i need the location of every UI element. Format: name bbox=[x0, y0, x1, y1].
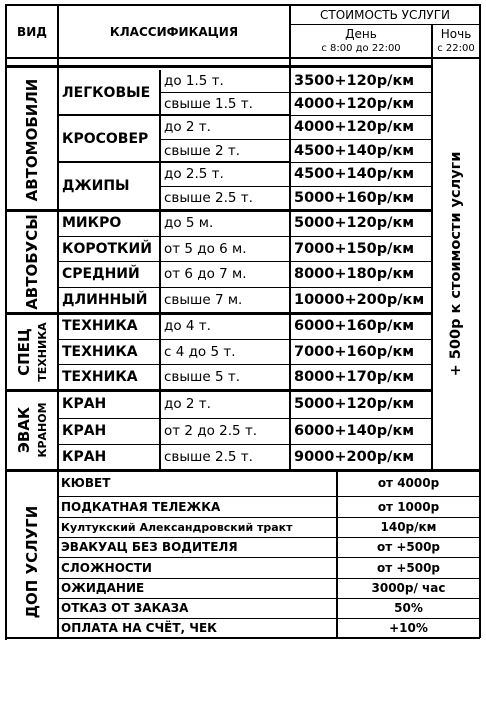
extra-price: +10% bbox=[389, 621, 428, 635]
header-vid: ВИД bbox=[17, 25, 47, 39]
crane-kind: КРАН bbox=[62, 449, 107, 465]
extra-price: от +500р bbox=[376, 560, 441, 575]
bus-weight: от 5 до 6 м. bbox=[164, 240, 247, 257]
bus-weight: от 6 до 7 м. bbox=[164, 266, 247, 282]
spec-kind: ТЕХНИКА bbox=[62, 369, 138, 385]
extra-name: СЛОЖНОСТИ bbox=[61, 560, 152, 575]
spec-weight: свыше 5 т. bbox=[164, 369, 241, 385]
auto-kind-1: КРОСОВЕР bbox=[62, 130, 149, 147]
bus-price: 8000+180р/км bbox=[294, 266, 415, 282]
bus-kind: КОРОТКИЙ bbox=[62, 240, 152, 257]
auto-price: 4500+140р/км bbox=[294, 142, 415, 159]
bus-weight: до 5 м. bbox=[164, 215, 214, 231]
spec-weight: с 4 до 5 т. bbox=[164, 343, 236, 360]
crane-price: 6000+140р/км bbox=[294, 423, 415, 439]
extra-name: ОПЛАТА НА СЧЁТ, ЧЕК bbox=[61, 621, 217, 635]
crane-price: 9000+200р/км bbox=[294, 449, 415, 465]
extra-name: Култукский Александровский тракт bbox=[61, 520, 293, 534]
group-spec-1: СПЕЦ bbox=[15, 327, 33, 376]
extra-price: от 1000р bbox=[377, 499, 440, 514]
group-auto: АВТОМОБИЛИ bbox=[23, 78, 41, 202]
group-bus: АВТОБУСЫ bbox=[23, 213, 41, 310]
bus-kind: СРЕДНИЙ bbox=[62, 266, 140, 282]
header-day-label: День bbox=[345, 27, 377, 41]
extra-name: ОЖИДАНИЕ bbox=[61, 581, 145, 595]
extra-name: КЮВЕТ bbox=[61, 476, 111, 490]
crane-weight: от 2 до 2.5 т. bbox=[164, 423, 258, 439]
bus-price: 5000+120р/км bbox=[294, 215, 415, 231]
auto-weight: до 1.5 т. bbox=[164, 73, 224, 89]
spec-price: 8000+170р/км bbox=[294, 369, 415, 385]
auto-price: 5000+160р/км bbox=[294, 190, 415, 206]
bus-weight: свыше 7 м. bbox=[164, 292, 243, 308]
auto-weight: свыше 2.5 т. bbox=[164, 190, 253, 206]
auto-price: 3500+120р/км bbox=[294, 73, 415, 89]
extra-price: от 4000р bbox=[377, 476, 440, 490]
auto-price: 4000+120р/км bbox=[294, 95, 415, 112]
extra-price: 3000р/ час bbox=[371, 581, 446, 595]
extra-name: ОТКАЗ ОТ ЗАКАЗА bbox=[61, 601, 189, 615]
auto-weight: до 2.5 т. bbox=[164, 166, 224, 182]
crane-price: 5000+120р/км bbox=[294, 396, 415, 412]
extra-price: 50% bbox=[394, 601, 423, 615]
auto-price: 4000+120р/км bbox=[294, 119, 415, 135]
night-surcharge-note: + 500р к стоимости услуги bbox=[448, 151, 464, 377]
group-dop: ДОП УСЛУГИ bbox=[23, 505, 41, 619]
auto-price: 4500+140р/км bbox=[294, 166, 415, 182]
header-night-label: Ночь bbox=[440, 27, 472, 41]
spec-weight: до 4 т. bbox=[164, 318, 211, 334]
spec-kind: ТЕХНИКА bbox=[62, 343, 138, 360]
auto-weight: свыше 2 т. bbox=[164, 142, 241, 159]
crane-kind: КРАН bbox=[62, 396, 107, 412]
crane-weight: свыше 2.5 т. bbox=[164, 449, 253, 465]
header-day bbox=[290, 24, 432, 58]
extra-price: от +500р bbox=[376, 540, 441, 554]
bus-price: 7000+150р/км bbox=[294, 240, 415, 257]
spec-price: 6000+160р/км bbox=[294, 318, 415, 334]
header-night-time: с 22:00 bbox=[437, 43, 475, 54]
extra-price: 140р/км bbox=[380, 520, 437, 534]
auto-kind-0: ЛЕГКОВЫЕ bbox=[62, 84, 151, 101]
spec-kind: ТЕХНИКА bbox=[62, 318, 138, 334]
crane-weight: до 2 т. bbox=[164, 396, 211, 412]
extra-name: ПОДКАТНАЯ ТЕЛЕЖКА bbox=[61, 499, 221, 514]
extra-name: ЭВАКУАЦ БЕЗ ВОДИТЕЛЯ bbox=[61, 540, 238, 554]
group-evak-1: ЭВАК bbox=[15, 406, 33, 454]
header-cost: СТОИМОСТЬ УСЛУГИ bbox=[319, 8, 450, 22]
header-day-time: с 8:00 до 22:00 bbox=[321, 43, 401, 54]
bus-kind: ДЛИННЫЙ bbox=[62, 292, 148, 308]
auto-weight: свыше 1.5 т. bbox=[164, 95, 253, 112]
grid-line bbox=[5, 4, 7, 640]
grid-line bbox=[6, 65, 432, 68]
bus-kind: МИКРО bbox=[62, 215, 122, 231]
auto-kind-2: ДЖИПЫ bbox=[62, 178, 130, 194]
header-night bbox=[432, 24, 480, 58]
auto-weight: до 2 т. bbox=[164, 119, 211, 135]
crane-kind: КРАН bbox=[62, 423, 107, 439]
header-classification: КЛАССИФИКАЦИЯ bbox=[109, 25, 239, 39]
group-spec-2: ТЕХНИКА bbox=[36, 321, 49, 382]
spec-price: 7000+160р/км bbox=[294, 343, 415, 360]
bus-price: 10000+200р/км bbox=[294, 292, 425, 308]
group-evak-2: КРАНОМ bbox=[36, 402, 49, 458]
